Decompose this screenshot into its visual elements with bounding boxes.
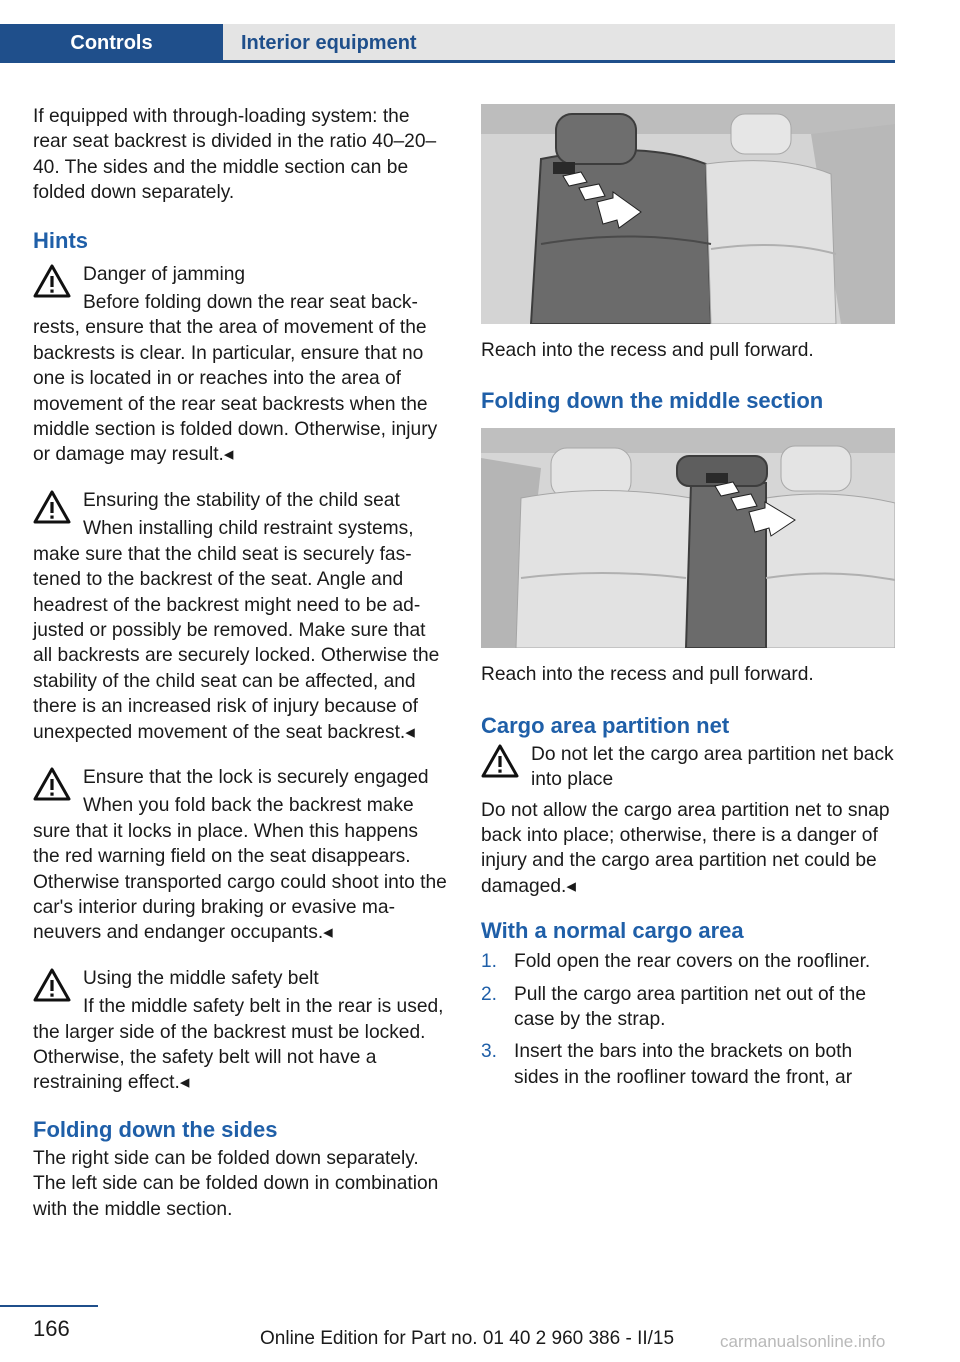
folding-sides-heading: Folding down the sides [33,1116,278,1142]
hints-heading: Hints [33,227,88,253]
warning-icon [33,490,71,524]
warning-block [33,488,447,745]
step-text: Pull the cargo area partition net out of the case by the strap. [514,983,866,1031]
edition-label: Online Edition for Part no. 01 40 2 960 386 - II/15 [260,1328,675,1349]
rear-seat-side-image [481,104,895,324]
middle-section-heading: Folding down the middle section [481,388,824,414]
footer-rule [0,1305,98,1307]
warning-block [33,765,447,946]
chapter-tab[interactable]: Interior equipment [223,24,895,62]
warning-title: Danger of jamming [83,263,246,285]
header-rule [0,60,895,63]
step-number: 1. [481,951,498,973]
rear-seat-middle-image [481,428,895,648]
list-item [481,982,895,1033]
steps-list [481,949,895,1090]
warning-text: When installing child restraint systems, make sure that the child seat is securely fastened to the backrest of the seat. Angle and headrest of the backrest might need to be adjusted or possibly be removed. Make sure that all backrests are securely locked. Otherwise the stability of the child seat can be affected, and there is an increased risk of injury because of unexpected movement of the seat backrest.◂ [33,518,440,743]
warning-text: Do not allow the cargo area partition net to snap back into place; otherwise, there is a danger of injury and the cargo area partition net could be damaged.◂ [481,799,890,897]
list-item [481,949,895,974]
step-text: Insert the bars into the brackets on both sides in the roofliner toward the front, ar [514,1041,853,1088]
page-number: 166 [33,1316,70,1341]
warning-block [33,966,447,1096]
list-item [481,1039,895,1090]
cargo-net-heading: Cargo area partition net [481,712,730,738]
warning-icon [33,968,71,1002]
warning-text: When you fold back the backrest make sure that it locks in place. When this happens the red warning field on the seat disappears. Otherwise transported cargo could shoot into the car's interior during braking or evasive maneuvers and endanger occupants.◂ [33,795,447,944]
watermark: carmanualsonline.info [720,1332,886,1351]
step-number: 2. [481,983,498,1005]
caption-side: Reach into the recess and pull forward. [481,340,814,361]
warning-title: Do not let the cargo area partition net back into place [531,743,894,791]
right-column [481,104,895,1097]
step-text: Fold open the rear covers on the roofliner. [514,951,871,973]
left-column [33,104,447,1222]
intro-paragraph: If equipped with through-loading system: the rear seat backrest is divided in the ratio 40–20–40. The sides and the middle section can be folded down separately. [33,106,437,204]
section-tab[interactable]: Controls [0,24,223,62]
page-header [0,24,895,62]
normal-cargo-heading: With a normal cargo area [481,918,744,944]
warning-title: Ensuring the stability of the child seat [83,489,400,511]
caption-middle: Reach into the recess and pull forward. [481,664,814,686]
warning-icon [33,767,71,801]
warning-icon [481,744,519,778]
step-number: 3. [481,1041,498,1063]
warning-block [481,742,895,899]
warning-text: Before folding down the rear seat backrests, ensure that the area of movement of the backrests is clear. In particular, ensure that no one is located in or reaches into the area of movement of the rear seat backrests when the middle section is folded down. Otherwise, injury or damage may result.◂ [33,292,438,466]
folding-sides-text: The right side can be folded down separately. The left side can be folded down in combination with the middle section. [33,1147,439,1220]
warning-title: Ensure that the lock is securely engaged [83,766,429,788]
warning-icon [33,264,71,298]
warning-text: If the middle safety belt in the rear is used, the larger side of the backrest must be locked. Otherwise, the safety belt will not have a restraining effect.◂ [33,996,444,1094]
warning-block [33,262,447,468]
warning-title: Using the middle safety belt [83,967,319,989]
